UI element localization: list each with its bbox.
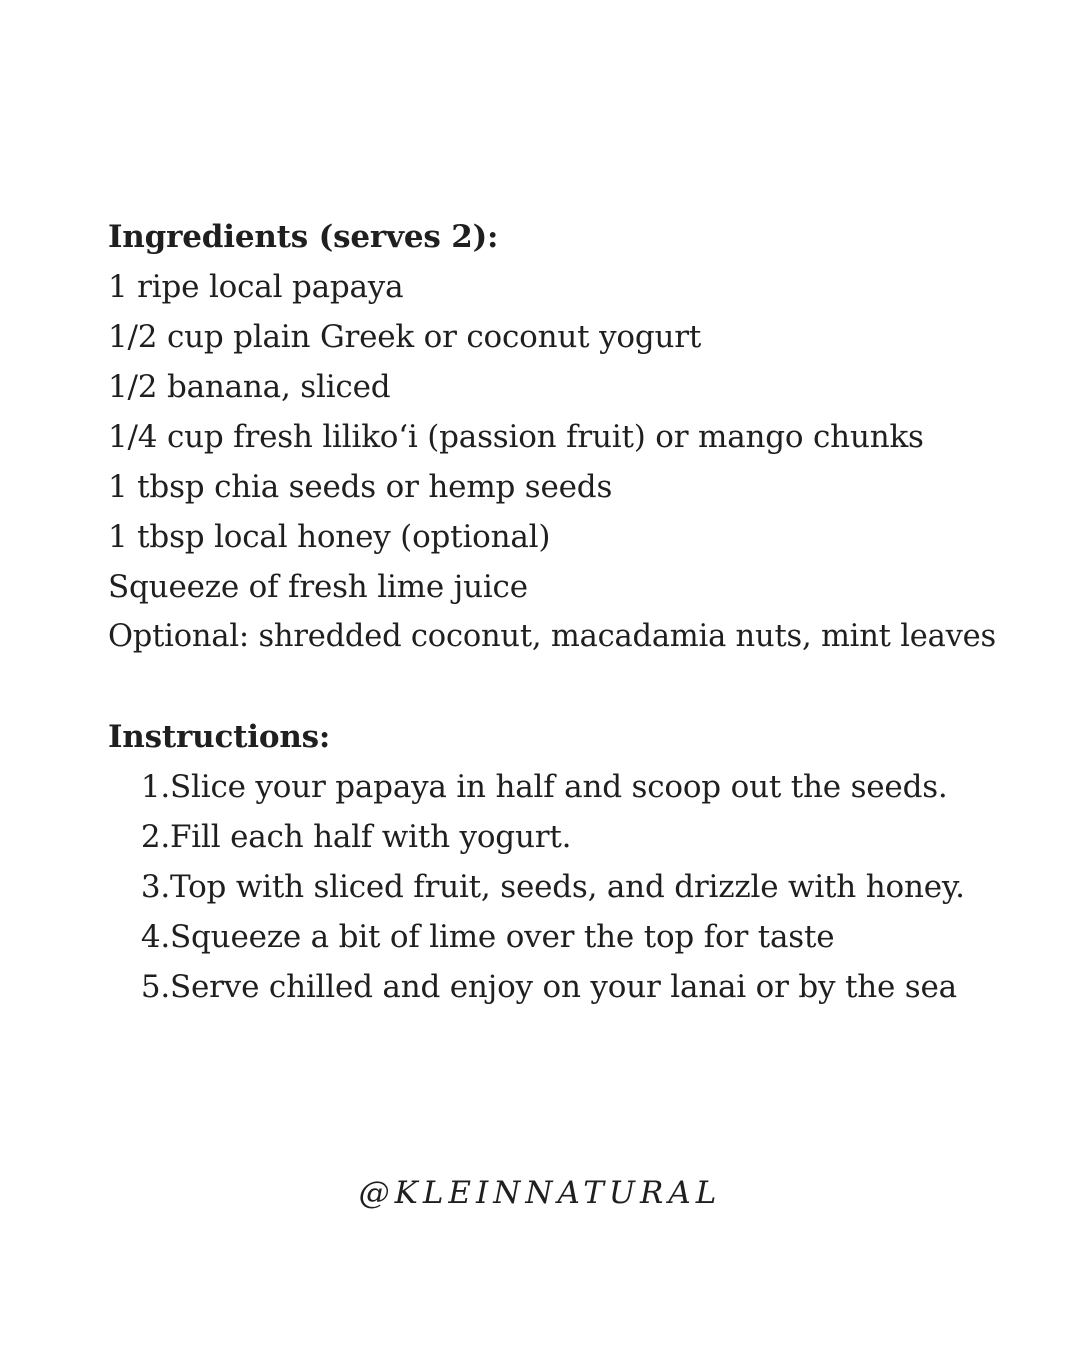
step-text: Squeeze a bit of lime over the top for taste [170, 919, 835, 955]
section-spacer [108, 662, 1008, 712]
instructions-heading: Instructions: [108, 719, 331, 755]
ingredient-item: 1/2 banana, sliced [108, 369, 391, 405]
ingredient-item: 1/4 cup fresh liliko‘i (passion fruit) or mango chunks [108, 419, 924, 455]
step-number: 4. [140, 919, 170, 955]
ingredient-item: 1 tbsp chia seeds or hemp seeds [108, 469, 613, 505]
step-text: Fill each half with yogurt. [170, 819, 572, 855]
recipe-content [108, 212, 1008, 1012]
step-text: Serve chilled and enjoy on your lanai or by the sea [170, 969, 957, 1005]
ingredient-item: 1/2 cup plain Greek or coconut yogurt [108, 319, 702, 355]
step-number: 1. [140, 769, 170, 805]
ingredient-item: 1 ripe local papaya [108, 269, 404, 305]
step-number: 3. [140, 869, 170, 905]
step-number: 2. [140, 819, 170, 855]
social-handle: @KLEINNATURAL [358, 1175, 722, 1211]
ingredient-item: Squeeze of fresh lime juice [108, 569, 528, 605]
step-text: Top with sliced fruit, seeds, and drizzle with honey. [170, 869, 965, 905]
ingredients-list [108, 262, 1008, 662]
instruction-step [108, 912, 1008, 962]
ingredients-heading: Ingredients (serves 2): [108, 219, 499, 255]
instruction-step [108, 762, 1008, 812]
instructions-list [108, 762, 1008, 1012]
instruction-step [108, 862, 1008, 912]
ingredient-item: 1 tbsp local honey (optional) [108, 519, 551, 555]
instruction-step [108, 962, 1008, 1012]
instruction-step [108, 812, 1008, 862]
step-number: 5. [140, 969, 170, 1005]
step-text: Slice your papaya in half and scoop out the seeds. [170, 769, 948, 805]
ingredient-item: Optional: shredded coconut, macadamia nuts, mint leaves [108, 619, 996, 654]
